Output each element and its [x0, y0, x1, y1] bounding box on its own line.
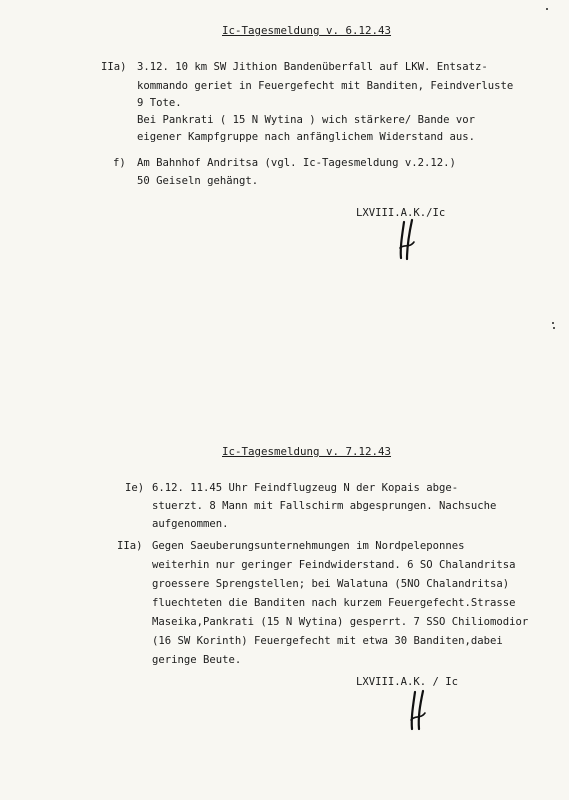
- scan-speck: [553, 327, 555, 329]
- report-2-section-iia-label: IIa): [117, 540, 143, 552]
- report-1-section-iia-label: IIa): [101, 61, 127, 73]
- report-2-section-iia-line-3: groessere Sprengstellen; bei Walatuna (5NO Chalandritsa): [152, 578, 510, 590]
- report-1-section-iia-line-5: eigener Kampfgruppe nach anfänglichem Widerstand aus.: [137, 131, 476, 143]
- report-2-signoff: LXVIII.A.K. / Ic: [356, 676, 459, 688]
- report-2-section-ie-line-1: 6.12. 11.45 Uhr Feindflugzeug N der Kopais abge-: [152, 482, 459, 494]
- report-2-section-iia-line-7: geringe Beute.: [152, 654, 242, 666]
- report-2-section-ie-line-2: stuerzt. 8 Mann mit Fallschirm abgesprungen. Nachsuche: [152, 500, 497, 512]
- report-2-section-iia-line-2: weiterhin nur geringer Feindwiderstand. 6 SO Chalandritsa: [152, 559, 516, 571]
- report-2-section-iia-line-5: Maseika,Pankrati (15 N Wytina) gesperrt. 7 SSO Chiliomodior: [152, 616, 529, 628]
- report-2-section-iia-line-6: (16 SW Korinth) Feuergefecht mit etwa 30 Banditen,dabei: [152, 635, 503, 647]
- report-2-section-ie-label: Ie): [125, 482, 145, 494]
- report-1-section-iia-line-2: kommando geriet in Feuergefecht mit Banditen, Feindverluste: [137, 80, 514, 92]
- report-1-section-iia-line-1: 3.12. 10 km SW Jithion Bandenüberfall auf LKW. Entsatz-: [137, 61, 488, 73]
- report-2-section-iia-line-1: Gegen Saeuberungsunternehmungen im Nordpeleponnes: [152, 540, 465, 552]
- report-2-section-iia-line-4: fluechteten die Banditen nach kurzem Feuergefecht.Strasse: [152, 597, 516, 609]
- report-2-section-ie-line-3: aufgenommen.: [152, 518, 229, 530]
- signature-2: [402, 688, 440, 732]
- report-1-section-f-label: f): [113, 157, 126, 169]
- report-1-section-iia-line-3: 9 Tote.: [137, 97, 182, 109]
- scan-speck: [552, 322, 554, 324]
- report-1-section-iia-line-4: Bei Pankrati ( 15 N Wytina ) wich stärkere/ Bande vor: [137, 114, 476, 126]
- report-1-section-f-line-1: Am Bahnhof Andritsa (vgl. Ic-Tagesmeldung v.2.12.): [137, 157, 456, 169]
- scan-speck: [546, 8, 548, 10]
- report-2-title: Ic-Tagesmeldung v. 7.12.43: [222, 445, 392, 458]
- report-1-signoff: LXVIII.A.K./Ic: [356, 207, 446, 219]
- report-1-section-f-line-2: 50 Geiseln gehängt.: [137, 175, 259, 187]
- report-1-title: Ic-Tagesmeldung v. 6.12.43: [222, 24, 392, 37]
- signature-1: [390, 218, 430, 262]
